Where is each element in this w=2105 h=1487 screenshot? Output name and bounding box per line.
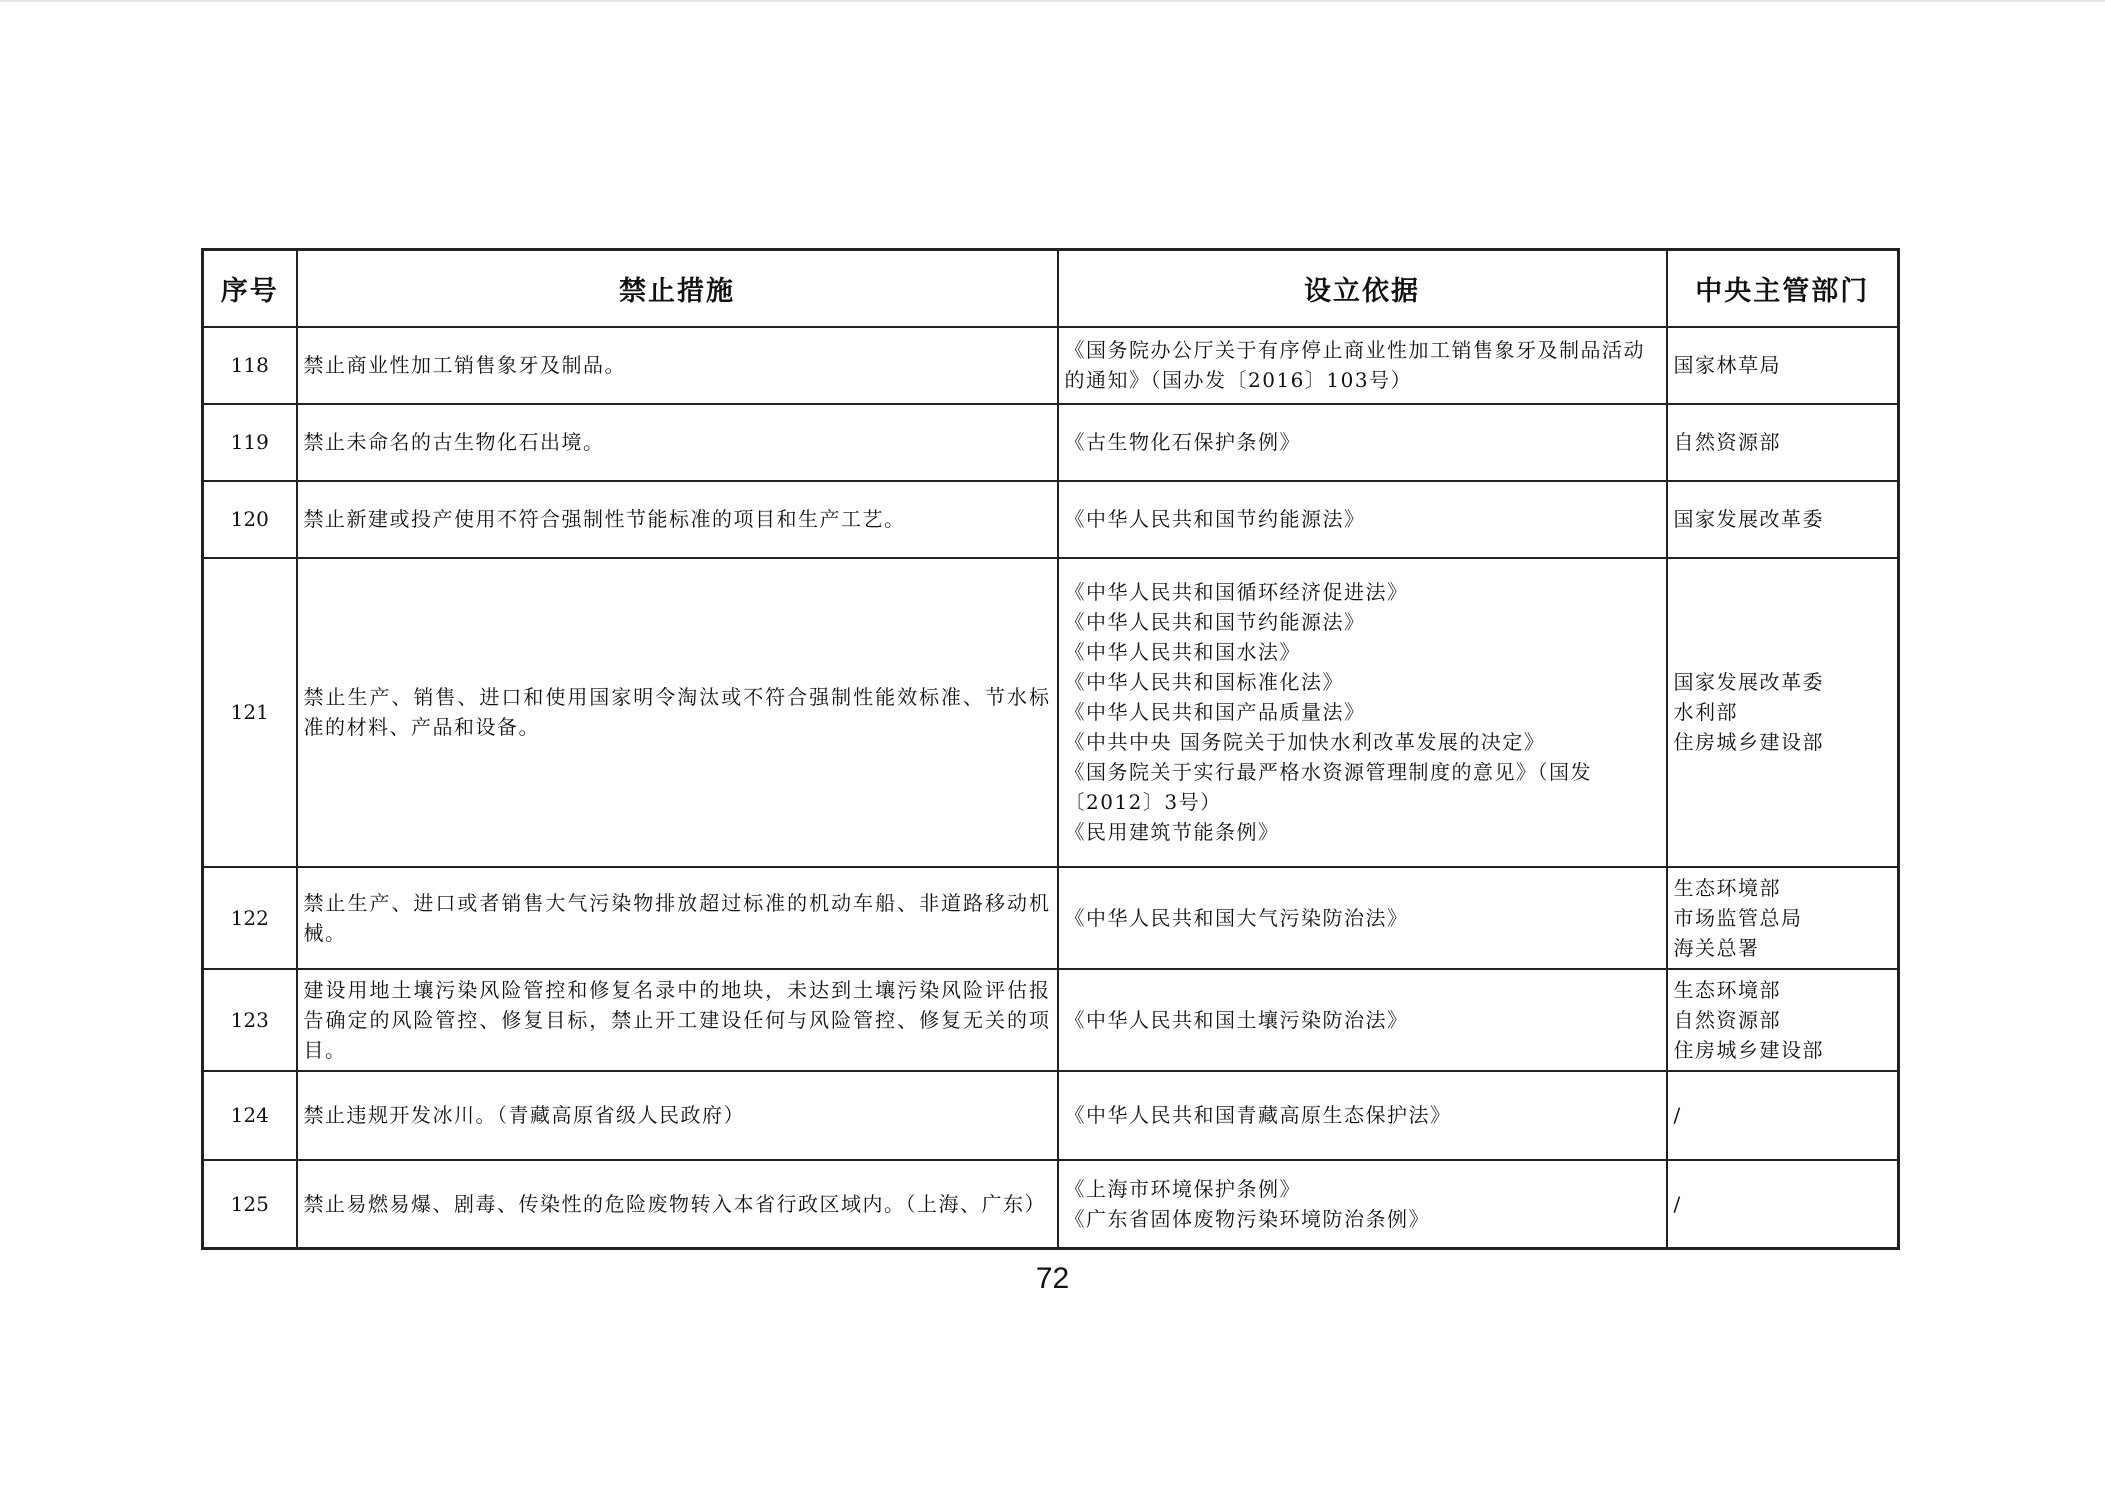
- basis-item: 《中华人民共和国节约能源法》: [1064, 610, 1366, 634]
- row-number: 121: [203, 558, 297, 867]
- row-number: 120: [203, 481, 297, 558]
- measure-cell: 禁止未命名的古生物化石出境。: [297, 404, 1058, 481]
- measure-cell: 禁止违规开发冰川。（青藏高原省级人民政府）: [297, 1071, 1058, 1160]
- basis-item: 《古生物化石保护条例》: [1064, 430, 1301, 454]
- dept-item: 住房城乡建设部: [1673, 1037, 1824, 1062]
- measure-cell: 禁止生产、销售、进口和使用国家明令淘汰或不符合强制性能效标准、节水标准的材料、产品和设备。: [297, 558, 1058, 867]
- basis-item: 《中华人民共和国青藏高原生态保护法》: [1064, 1103, 1452, 1127]
- basis-item: 《广东省固体废物污染环境防治条例》: [1064, 1206, 1430, 1231]
- measure-cell: 禁止商业性加工销售象牙及制品。: [297, 327, 1058, 404]
- table-row: [203, 404, 1899, 481]
- page-number: 72: [1035, 1262, 1070, 1295]
- dept-cell: [1667, 1160, 1899, 1249]
- basis-item: 《民用建筑节能条例》: [1064, 820, 1280, 844]
- basis-item: 《中华人民共和国循环经济促进法》: [1064, 580, 1409, 604]
- measure-cell: 建设用地土壤污染风险管控和修复名录中的地块，未达到土壤污染风险评估报告确定的风险管控、修复目标，禁止开工建设任何与风险管控、修复无关的项目。: [297, 969, 1058, 1071]
- row-number: 123: [203, 969, 297, 1071]
- basis-cell: [1058, 404, 1667, 481]
- basis-item: 《中华人民共和国节约能源法》: [1064, 507, 1366, 531]
- measure-cell: 禁止新建或投产使用不符合强制性节能标准的项目和生产工艺。: [297, 481, 1058, 558]
- measure-cell: 禁止生产、进口或者销售大气污染物排放超过标准的机动车船、非道路移动机械。: [297, 867, 1058, 969]
- measures-table: [201, 248, 1900, 1250]
- dept-cell: [1667, 481, 1899, 558]
- basis-cell: [1058, 969, 1667, 1071]
- basis-item: 《国务院办公厅关于有序停止商业性加工销售象牙及制品活动的通知》（国办发〔2016〕103号）: [1064, 338, 1645, 392]
- basis-cell: [1058, 481, 1667, 558]
- table-row: [203, 558, 1899, 867]
- dept-item: 自然资源部: [1673, 1007, 1781, 1032]
- basis-cell: [1058, 1160, 1667, 1249]
- row-number: 125: [203, 1160, 297, 1249]
- dept-item: /: [1673, 1103, 1682, 1127]
- table-row: [203, 481, 1899, 558]
- row-number: 124: [203, 1071, 297, 1160]
- dept-item: 国家发展改革委: [1673, 507, 1824, 531]
- header-dept: 中央主管部门: [1667, 250, 1899, 327]
- basis-item: 《中共中央 国务院关于加快水利改革发展的决定》: [1064, 730, 1546, 754]
- dept-item: 水利部: [1673, 700, 1738, 724]
- row-number: 122: [203, 867, 297, 969]
- header-no: 序号: [203, 250, 297, 327]
- row-number: 118: [203, 327, 297, 404]
- dept-item: 生态环境部: [1673, 875, 1781, 900]
- basis-item: 《国务院关于实行最严格水资源管理制度的意见》（国发〔2012〕3号）: [1064, 760, 1592, 814]
- basis-item: 《上海市环境保护条例》: [1064, 1176, 1301, 1201]
- dept-item: 生态环境部: [1673, 977, 1781, 1002]
- basis-item: 《中华人民共和国水法》: [1064, 640, 1301, 664]
- dept-cell: [1667, 1071, 1899, 1160]
- dept-item: 市场监管总局: [1673, 905, 1803, 930]
- table-row: [203, 1071, 1899, 1160]
- basis-cell: [1058, 558, 1667, 867]
- basis-cell: [1058, 867, 1667, 969]
- dept-item: 海关总署: [1673, 935, 1760, 960]
- dept-cell: [1667, 327, 1899, 404]
- basis-item: 《中华人民共和国标准化法》: [1064, 670, 1344, 694]
- table-header-row: [203, 250, 1899, 327]
- basis-item: 《中华人民共和国土壤污染防治法》: [1064, 1007, 1409, 1032]
- table-row: [203, 327, 1899, 404]
- dept-item: 自然资源部: [1673, 430, 1781, 454]
- dept-item: 国家林草局: [1673, 353, 1781, 377]
- basis-cell: [1058, 1071, 1667, 1160]
- table-row: [203, 969, 1899, 1071]
- basis-item: 《中华人民共和国大气污染防治法》: [1064, 905, 1409, 930]
- basis-cell: [1058, 327, 1667, 404]
- measure-cell: 禁止易燃易爆、剧毒、传染性的危险废物转入本省行政区域内。（上海、广东）: [297, 1160, 1058, 1249]
- row-number: 119: [203, 404, 297, 481]
- dept-cell: [1667, 867, 1899, 969]
- dept-cell: [1667, 404, 1899, 481]
- dept-item: 住房城乡建设部: [1673, 730, 1824, 754]
- table-row: [203, 867, 1899, 969]
- top-rule: [0, 0, 2105, 2]
- dept-cell: [1667, 969, 1899, 1071]
- header-basis: 设立依据: [1058, 250, 1667, 327]
- basis-item: 《中华人民共和国产品质量法》: [1064, 700, 1366, 724]
- dept-cell: [1667, 558, 1899, 867]
- dept-item: 国家发展改革委: [1673, 670, 1824, 694]
- header-measure: 禁止措施: [297, 250, 1058, 327]
- table-row: [203, 1160, 1899, 1249]
- dept-item: /: [1673, 1191, 1682, 1216]
